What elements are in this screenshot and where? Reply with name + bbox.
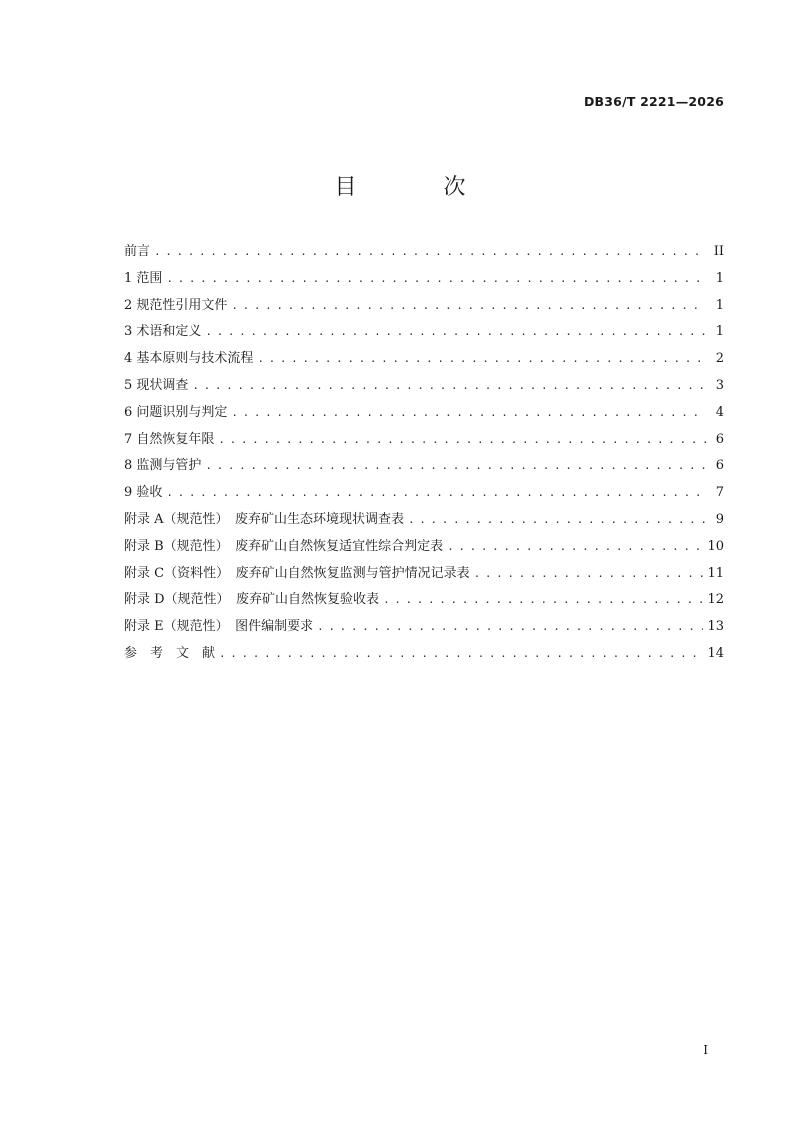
toc-entry-appendix-c[interactable] <box>124 562 724 589</box>
toc-entry-page: 12 <box>707 592 724 608</box>
toc-entry-page: 3 <box>715 377 724 393</box>
toc-entry-problem-identification[interactable] <box>124 401 724 428</box>
dot-leader <box>231 406 706 419</box>
toc-entry-appendix-b[interactable] <box>124 535 724 562</box>
dot-leader <box>383 593 703 606</box>
toc-entry-label: 7 自然恢复年限 <box>124 431 215 447</box>
toc-entry-label: 参 考 文 献 <box>124 645 216 661</box>
toc-entry-page: 2 <box>715 351 724 367</box>
page-title: 目 次 <box>334 175 506 200</box>
toc-entry-label: 9 验收 <box>124 485 163 501</box>
toc-entry-page: 1 <box>715 297 724 313</box>
dot-leader <box>447 540 703 553</box>
toc-entry-label: 附录 D（规范性） 废弃矿山自然恢复验收表 <box>124 592 380 608</box>
dot-leader <box>219 647 703 660</box>
toc-entry-page: 6 <box>715 431 724 447</box>
toc-entry-appendix-e[interactable] <box>124 615 724 642</box>
dot-leader <box>205 325 706 338</box>
dot-leader <box>257 352 706 365</box>
toc-entry-status-survey[interactable] <box>124 374 724 401</box>
toc-entry-label: 4 基本原则与技术流程 <box>124 351 254 367</box>
standard-code: DB36/T 2221—2026 <box>583 94 724 109</box>
toc-entry-page: 4 <box>715 404 724 420</box>
toc-entry-page: 10 <box>707 538 724 554</box>
toc-entry-page: 7 <box>715 485 724 501</box>
toc-entry-appendix-a[interactable] <box>124 508 724 535</box>
dot-leader <box>408 513 706 526</box>
toc-entry-label: 8 监测与管护 <box>124 458 202 474</box>
toc-entry-page: 1 <box>715 324 724 340</box>
toc-entry-page: II <box>713 244 724 259</box>
toc-entry-label: 附录 A（规范性） 废弃矿山生态环境现状调查表 <box>124 511 405 527</box>
toc-entry-page: 11 <box>707 565 724 581</box>
dot-leader <box>166 486 706 499</box>
toc-entry-label: 3 术语和定义 <box>124 324 202 340</box>
dot-leader <box>474 567 704 580</box>
toc-entry-scope[interactable] <box>124 267 724 294</box>
dot-leader <box>154 245 706 258</box>
toc-entry-foreword[interactable] <box>124 240 724 267</box>
toc-entry-bibliography[interactable] <box>124 642 724 669</box>
toc-entry-page: 1 <box>715 270 724 286</box>
toc-entry-appendix-d[interactable] <box>124 588 724 615</box>
toc-entry-label: 附录 B（规范性） 废弃矿山自然恢复适宜性综合判定表 <box>124 538 444 554</box>
toc-entry-label: 1 范围 <box>124 270 163 286</box>
toc-entry-monitoring[interactable] <box>124 454 724 481</box>
dot-leader <box>231 299 706 312</box>
toc-entry-label: 附录 E（规范性） 图件编制要求 <box>124 619 314 635</box>
toc-entry-label: 附录 C（资料性） 废弃矿山自然恢复监测与管护情况记录表 <box>124 565 470 581</box>
toc-entry-normative-references[interactable] <box>124 294 724 321</box>
dot-leader <box>218 433 706 446</box>
toc-entry-terms-definitions[interactable] <box>124 320 724 347</box>
toc-entry-label: 前言 <box>124 244 151 259</box>
dot-leader <box>205 459 706 472</box>
table-of-contents <box>124 240 724 669</box>
page-number: I <box>703 1043 708 1057</box>
toc-entry-principles-process[interactable] <box>124 347 724 374</box>
toc-entry-label: 2 规范性引用文件 <box>124 297 228 313</box>
dot-leader <box>166 272 706 285</box>
toc-entry-label: 5 现状调查 <box>124 377 189 393</box>
toc-entry-recovery-period[interactable] <box>124 428 724 455</box>
toc-entry-page: 14 <box>707 645 724 661</box>
toc-entry-acceptance[interactable] <box>124 481 724 508</box>
toc-entry-page: 6 <box>715 458 724 474</box>
toc-entry-page: 13 <box>707 619 724 635</box>
toc-entry-label: 6 问题识别与判定 <box>124 404 228 420</box>
dot-leader <box>317 620 703 633</box>
toc-entry-page: 9 <box>715 511 724 527</box>
dot-leader <box>192 379 706 392</box>
